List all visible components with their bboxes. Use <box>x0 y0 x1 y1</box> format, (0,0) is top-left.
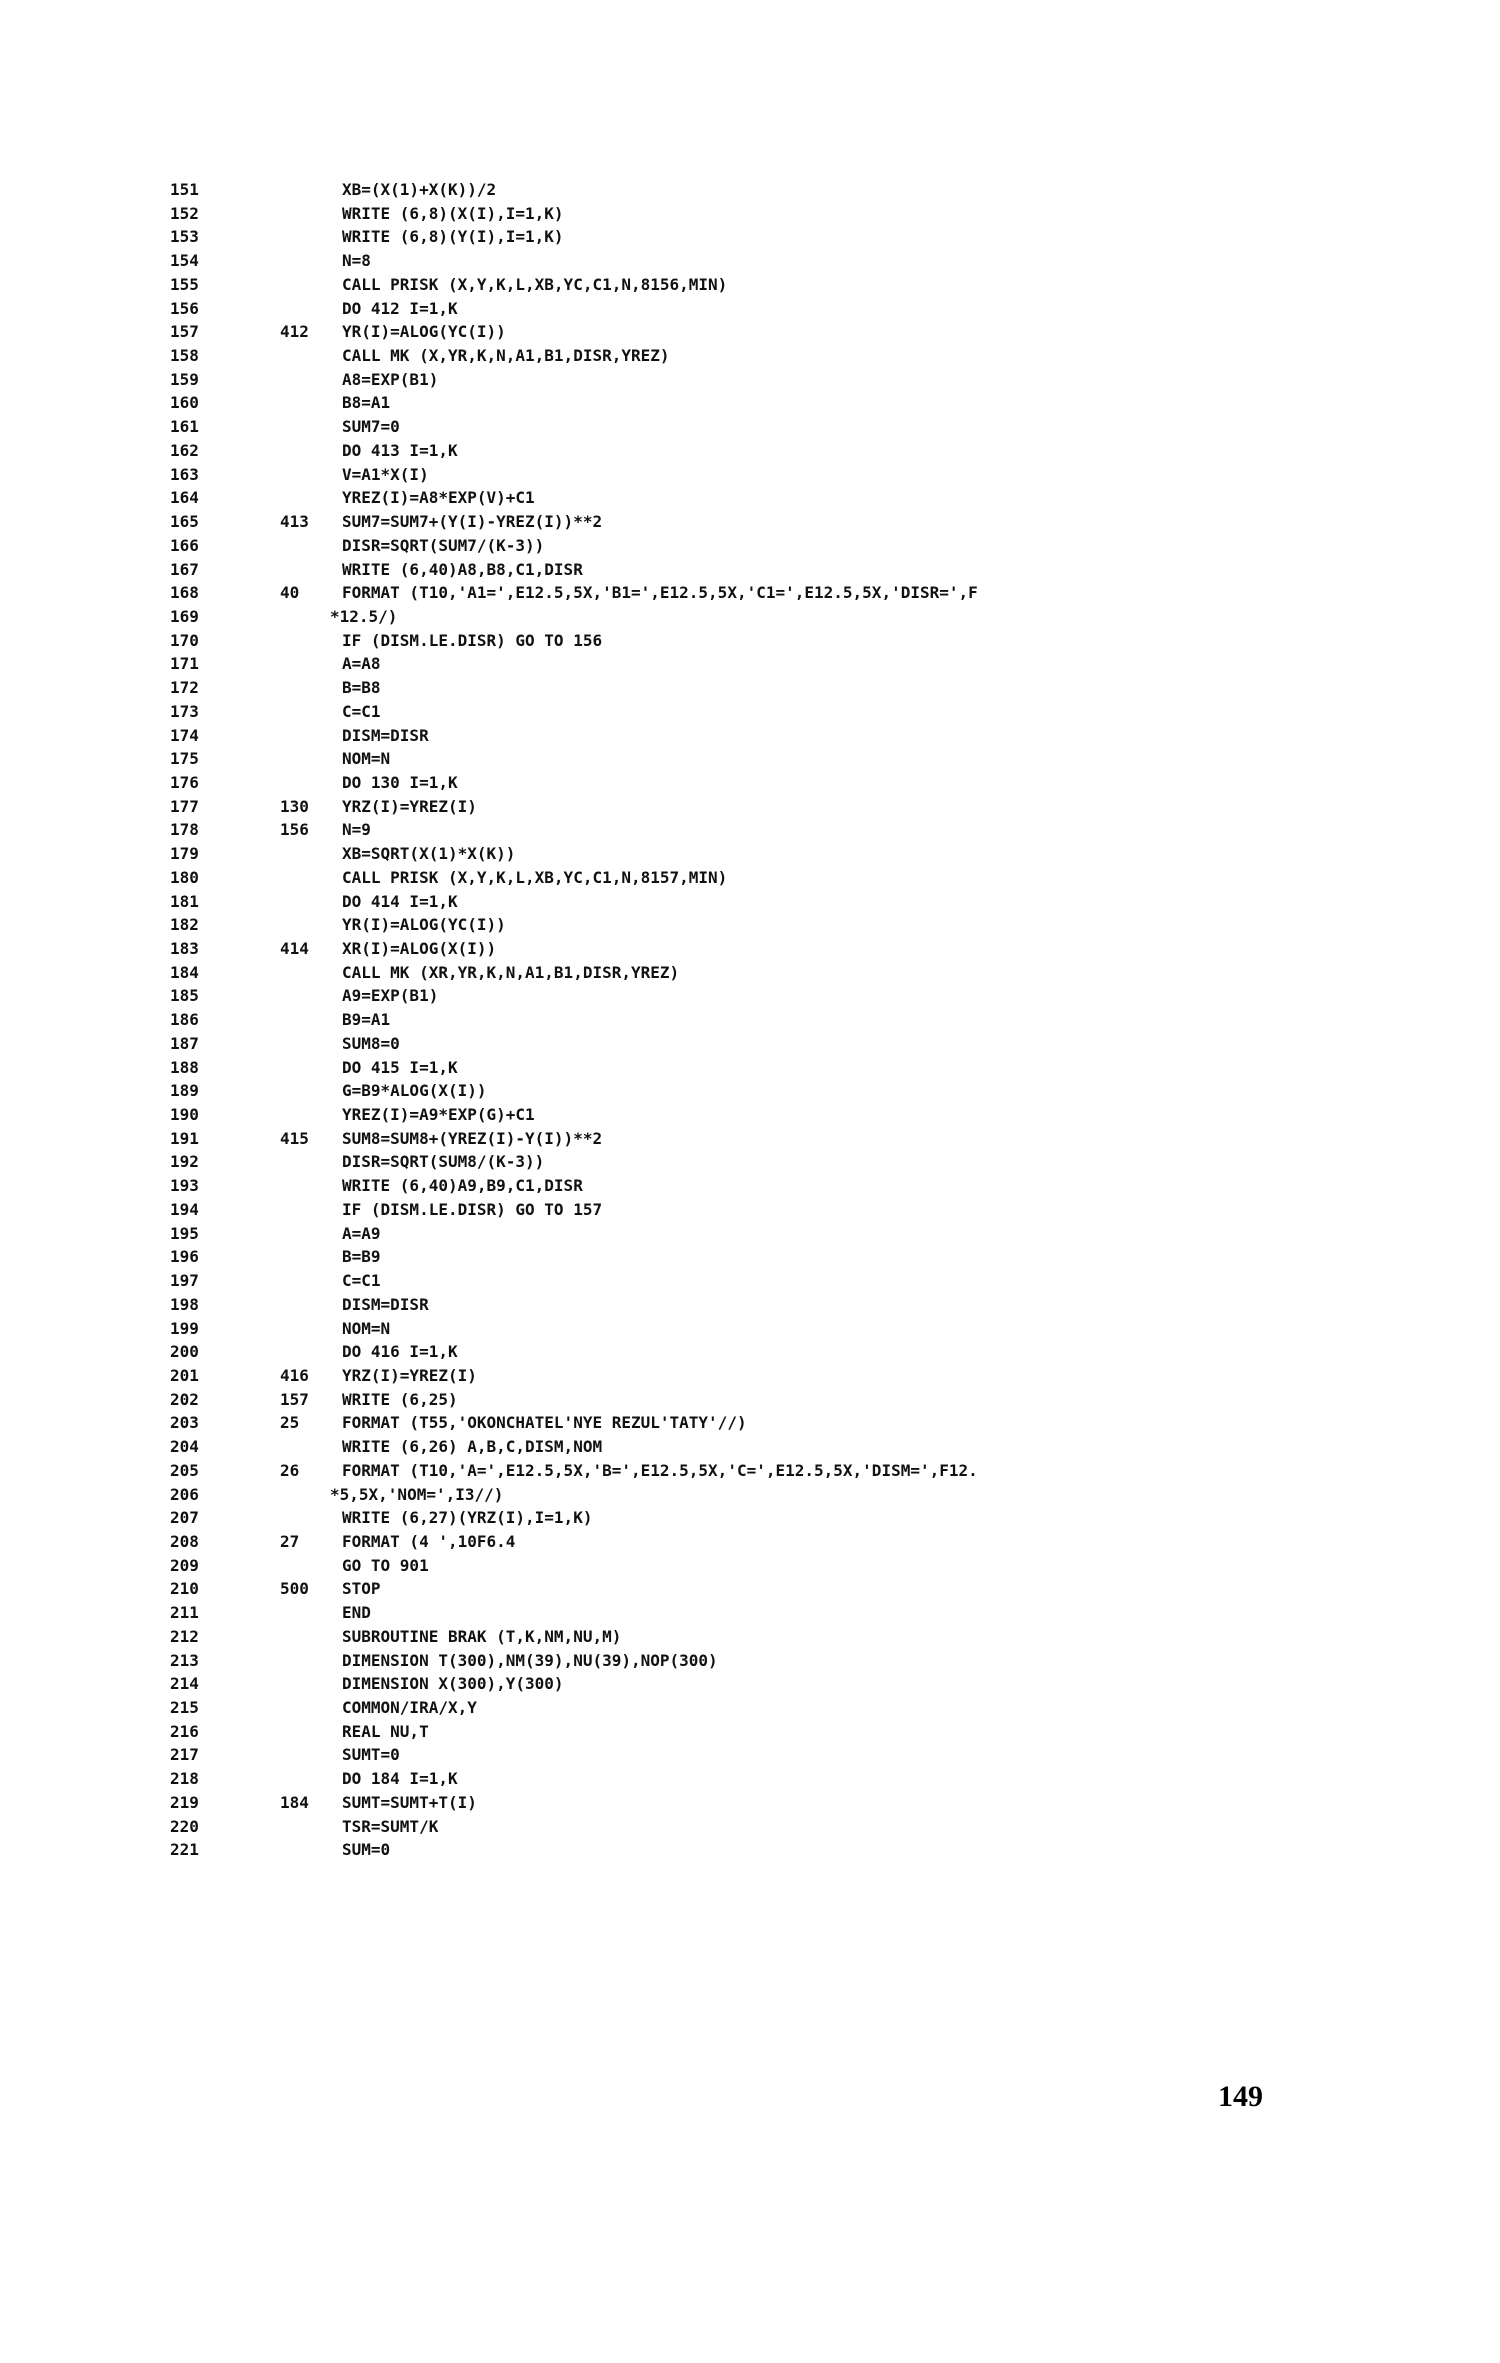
code-line <box>170 937 1470 961</box>
line-number: 210 <box>170 1579 199 1599</box>
line-number: 153 <box>170 227 199 247</box>
code-line <box>170 534 1470 558</box>
code-text: CALL MK (XR,YR,K,N,A1,B1,DISR,YREZ) <box>342 962 680 982</box>
line-number: 221 <box>170 1840 199 1860</box>
line-number: 190 <box>170 1105 199 1125</box>
line-number: 191 <box>170 1128 199 1148</box>
line-number: 178 <box>170 820 199 840</box>
code-text: DO 184 I=1,K <box>342 1769 458 1789</box>
code-text: A=A8 <box>342 654 381 674</box>
line-number: 158 <box>170 346 199 366</box>
code-line <box>170 1032 1470 1056</box>
code-line <box>170 1696 1470 1720</box>
code-text: *5,5X,'NOM=',I3//) <box>330 1484 504 1504</box>
line-number: 185 <box>170 986 199 1006</box>
code-line <box>170 1435 1470 1459</box>
code-line <box>170 1222 1470 1246</box>
code-text: WRITE (6,25) <box>342 1389 458 1409</box>
code-line <box>170 1601 1470 1625</box>
code-line <box>170 202 1470 226</box>
code-text: A8=EXP(B1) <box>342 369 439 389</box>
line-number: 213 <box>170 1650 199 1670</box>
code-text: WRITE (6,27)(YRZ(I),I=1,K) <box>342 1508 593 1528</box>
statement-label: 412 <box>280 322 309 342</box>
code-line <box>170 795 1470 819</box>
code-line <box>170 1317 1470 1341</box>
statement-label: 414 <box>280 939 309 958</box>
line-number: 167 <box>170 559 199 579</box>
code-text: REAL NU,T <box>342 1721 429 1741</box>
page-number: 149 <box>1218 2080 1263 2113</box>
code-text: SUMT=SUMT+T(I) <box>342 1792 477 1812</box>
code-text: NOM=N <box>342 749 391 769</box>
code-text: FORMAT (T55,'OKONCHATEL'NYE REZUL'TATY'//) <box>342 1413 747 1433</box>
code-line <box>170 1103 1470 1127</box>
code-line <box>170 463 1470 487</box>
line-number: 220 <box>170 1816 199 1836</box>
code-line <box>170 842 1470 866</box>
line-number: 195 <box>170 1223 199 1243</box>
statement-label: 413 <box>280 512 309 532</box>
code-text: IF (DISM.LE.DISR) GO TO 156 <box>342 630 603 650</box>
code-text: NOM=N <box>342 1318 391 1338</box>
code-line <box>170 297 1470 321</box>
code-line <box>170 1079 1470 1103</box>
code-text: COMMON/IRA/X,Y <box>342 1698 477 1717</box>
statement-label: 415 <box>280 1128 309 1148</box>
code-text: WRITE (6,8)(Y(I),I=1,K) <box>342 227 564 247</box>
code-line <box>170 1008 1470 1032</box>
code-text: FORMAT (4 ',10F6.4 <box>342 1531 516 1551</box>
code-line <box>170 178 1470 202</box>
statement-label: 26 <box>280 1460 300 1480</box>
line-number: 157 <box>170 322 199 342</box>
code-text: CALL PRISK (X,Y,K,L,XB,YC,C1,N,8157,MIN) <box>342 867 728 887</box>
line-number: 186 <box>170 1010 199 1030</box>
code-text: B8=A1 <box>342 393 391 413</box>
code-text: YRZ(I)=YREZ(I) <box>342 796 477 816</box>
statement-label: 25 <box>280 1413 300 1433</box>
code-line <box>170 1791 1470 1815</box>
code-text: DO 130 I=1,K <box>342 772 458 792</box>
line-number: 216 <box>170 1721 199 1741</box>
code-line <box>170 558 1470 582</box>
code-line <box>170 1577 1470 1601</box>
line-number: 208 <box>170 1531 199 1551</box>
code-line <box>170 1388 1470 1412</box>
line-number: 156 <box>170 298 199 318</box>
line-number: 204 <box>170 1437 199 1457</box>
code-text: SUM=0 <box>342 1840 391 1860</box>
code-line <box>170 225 1470 249</box>
statement-label: 500 <box>280 1579 309 1599</box>
line-number: 201 <box>170 1365 199 1385</box>
line-number: 199 <box>170 1318 199 1338</box>
line-number: 196 <box>170 1247 199 1267</box>
code-text: SUMT=0 <box>342 1745 400 1765</box>
code-line <box>170 1720 1470 1744</box>
code-line <box>170 1815 1470 1839</box>
code-line <box>170 1506 1470 1530</box>
code-text: YR(I)=ALOG(YC(I)) <box>342 322 506 342</box>
code-line <box>170 629 1470 653</box>
code-text: WRITE (6,40)A8,B8,C1,DISR <box>342 559 583 579</box>
code-line <box>170 913 1470 937</box>
line-number: 154 <box>170 251 199 271</box>
line-number: 176 <box>170 772 199 792</box>
code-line <box>170 486 1470 510</box>
code-text: TSR=SUMT/K <box>342 1816 439 1836</box>
code-line <box>170 1150 1470 1174</box>
code-text: G=B9*ALOG(X(I)) <box>342 1081 487 1101</box>
line-number: 152 <box>170 203 199 223</box>
code-line <box>170 866 1470 890</box>
line-number: 171 <box>170 654 199 674</box>
line-number: 219 <box>170 1792 199 1812</box>
code-text: YR(I)=ALOG(YC(I)) <box>342 915 506 935</box>
code-line <box>170 1340 1470 1364</box>
code-line <box>170 1459 1470 1483</box>
code-text: CALL MK (X,YR,K,N,A1,B1,DISR,YREZ) <box>342 346 670 366</box>
line-number: 177 <box>170 796 199 816</box>
code-text: YREZ(I)=A9*EXP(G)+C1 <box>342 1105 535 1125</box>
statement-label: 27 <box>280 1531 300 1551</box>
line-number: 217 <box>170 1745 199 1765</box>
line-number: 175 <box>170 749 199 769</box>
line-number: 184 <box>170 962 199 982</box>
code-text: XB=SQRT(X(1)*X(K)) <box>342 844 516 864</box>
code-text: N=8 <box>342 251 371 271</box>
line-number: 179 <box>170 844 199 864</box>
statement-label: 416 <box>280 1365 309 1385</box>
code-line <box>170 1649 1470 1673</box>
code-line <box>170 700 1470 724</box>
line-number: 163 <box>170 464 199 484</box>
code-text: C=C1 <box>342 701 381 721</box>
line-number: 194 <box>170 1199 199 1219</box>
line-number: 209 <box>170 1555 199 1575</box>
code-line <box>170 1838 1470 1862</box>
line-number: 168 <box>170 583 199 603</box>
line-number: 151 <box>170 180 199 199</box>
code-text: SUM7=SUM7+(Y(I)-YREZ(I))**2 <box>342 512 603 532</box>
line-number: 189 <box>170 1081 199 1101</box>
code-text: A=A9 <box>342 1223 381 1243</box>
line-number: 170 <box>170 630 199 650</box>
line-number: 197 <box>170 1271 199 1291</box>
statement-label: 157 <box>280 1389 309 1409</box>
code-line <box>170 818 1470 842</box>
code-line <box>170 510 1470 534</box>
code-text: IF (DISM.LE.DISR) GO TO 157 <box>342 1199 603 1219</box>
code-line <box>170 652 1470 676</box>
code-text: DISM=DISR <box>342 725 429 745</box>
code-line <box>170 1411 1470 1435</box>
code-text: DO 415 I=1,K <box>342 1057 458 1077</box>
code-line <box>170 344 1470 368</box>
code-text: B=B8 <box>342 678 381 698</box>
code-text: XR(I)=ALOG(X(I)) <box>342 939 497 958</box>
code-text: DIMENSION X(300),Y(300) <box>342 1674 564 1694</box>
line-number: 187 <box>170 1033 199 1053</box>
code-listing <box>170 178 1470 1862</box>
line-number: 160 <box>170 393 199 413</box>
statement-label: 40 <box>280 583 300 603</box>
line-number: 192 <box>170 1152 199 1172</box>
code-line <box>170 1625 1470 1649</box>
code-text: GO TO 901 <box>342 1555 429 1575</box>
line-number: 193 <box>170 1176 199 1196</box>
code-line <box>170 984 1470 1008</box>
code-text: DO 416 I=1,K <box>342 1342 458 1362</box>
code-line <box>170 747 1470 771</box>
line-number: 203 <box>170 1413 199 1433</box>
line-number: 173 <box>170 701 199 721</box>
code-text: B9=A1 <box>342 1010 391 1030</box>
line-number: 198 <box>170 1294 199 1314</box>
code-text: WRITE (6,40)A9,B9,C1,DISR <box>342 1176 583 1196</box>
code-line <box>170 439 1470 463</box>
line-number: 165 <box>170 512 199 532</box>
line-number: 162 <box>170 440 199 460</box>
code-line <box>170 1293 1470 1317</box>
code-line <box>170 581 1470 605</box>
code-line <box>170 1767 1470 1791</box>
code-text: DISM=DISR <box>342 1294 429 1314</box>
code-text: N=9 <box>342 820 371 840</box>
code-line <box>170 1198 1470 1222</box>
code-line <box>170 771 1470 795</box>
code-line <box>170 1672 1470 1696</box>
statement-label: 130 <box>280 796 309 816</box>
code-text: DO 414 I=1,K <box>342 891 458 911</box>
code-text: DIMENSION T(300),NM(39),NU(39),NOP(300) <box>342 1650 718 1670</box>
line-number: 218 <box>170 1769 199 1789</box>
code-line <box>170 368 1470 392</box>
code-text: V=A1*X(I) <box>342 464 429 484</box>
code-line <box>170 890 1470 914</box>
code-text: WRITE (6,8)(X(I),I=1,K) <box>342 203 564 223</box>
code-text: CALL PRISK (X,Y,K,L,XB,YC,C1,N,8156,MIN) <box>342 274 728 294</box>
line-number: 161 <box>170 417 199 437</box>
code-text: DISR=SQRT(SUM8/(K-3)) <box>342 1152 545 1172</box>
code-text: DISR=SQRT(SUM7/(K-3)) <box>342 535 545 555</box>
line-number: 188 <box>170 1057 199 1077</box>
line-number: 211 <box>170 1603 199 1623</box>
line-number: 172 <box>170 678 199 698</box>
code-text: SUM7=0 <box>342 417 400 437</box>
line-number: 166 <box>170 535 199 555</box>
code-text: C=C1 <box>342 1271 381 1291</box>
code-text: YREZ(I)=A8*EXP(V)+C1 <box>342 488 535 508</box>
code-line <box>170 320 1470 344</box>
code-line <box>170 1483 1470 1507</box>
line-number: 200 <box>170 1342 199 1362</box>
code-line <box>170 415 1470 439</box>
code-line <box>170 249 1470 273</box>
code-line <box>170 1056 1470 1080</box>
line-number: 183 <box>170 939 199 958</box>
code-line <box>170 1530 1470 1554</box>
statement-label: 184 <box>280 1792 309 1812</box>
code-line <box>170 1174 1470 1198</box>
code-line <box>170 273 1470 297</box>
code-line <box>170 1364 1470 1388</box>
code-text: DO 413 I=1,K <box>342 440 458 460</box>
code-line <box>170 1269 1470 1293</box>
line-number: 164 <box>170 488 199 508</box>
line-number: 202 <box>170 1389 199 1409</box>
line-number: 169 <box>170 606 199 626</box>
line-number: 180 <box>170 867 199 887</box>
line-number: 214 <box>170 1674 199 1694</box>
code-text: WRITE (6,26) A,B,C,DISM,NOM <box>342 1437 603 1457</box>
code-line <box>170 391 1470 415</box>
code-text: DO 412 I=1,K <box>342 298 458 318</box>
line-number: 155 <box>170 274 199 294</box>
code-line <box>170 676 1470 700</box>
line-number: 206 <box>170 1484 199 1504</box>
line-number: 181 <box>170 891 199 911</box>
line-number: 207 <box>170 1508 199 1528</box>
code-line <box>170 961 1470 985</box>
line-number: 174 <box>170 725 199 745</box>
code-text: FORMAT (T10,'A=',E12.5,5X,'B=',E12.5,5X,'C=',E12.5,5X,'DISM=',F12. <box>342 1460 978 1480</box>
code-line <box>170 605 1470 629</box>
statement-label: 156 <box>280 820 309 840</box>
code-text: SUM8=0 <box>342 1033 400 1053</box>
code-text: XB=(X(1)+X(K))/2 <box>342 180 497 199</box>
code-text: END <box>342 1603 371 1623</box>
code-line <box>170 1245 1470 1269</box>
code-text: SUM8=SUM8+(YREZ(I)-Y(I))**2 <box>342 1128 603 1148</box>
code-line <box>170 1554 1470 1578</box>
line-number: 215 <box>170 1698 199 1717</box>
line-number: 182 <box>170 915 199 935</box>
code-line <box>170 1127 1470 1151</box>
code-line <box>170 1743 1470 1767</box>
code-text: FORMAT (T10,'A1=',E12.5,5X,'B1=',E12.5,5X,'C1=',E12.5,5X,'DISR=',F <box>342 583 978 603</box>
line-number: 205 <box>170 1460 199 1480</box>
code-text: STOP <box>342 1579 381 1599</box>
code-line <box>170 724 1470 748</box>
code-text: SUBROUTINE BRAK (T,K,NM,NU,M) <box>342 1626 622 1646</box>
code-text: *12.5/) <box>330 606 398 626</box>
code-text: A9=EXP(B1) <box>342 986 439 1006</box>
line-number: 212 <box>170 1626 199 1646</box>
line-number: 159 <box>170 369 199 389</box>
code-text: B=B9 <box>342 1247 381 1267</box>
code-text: YRZ(I)=YREZ(I) <box>342 1365 477 1385</box>
